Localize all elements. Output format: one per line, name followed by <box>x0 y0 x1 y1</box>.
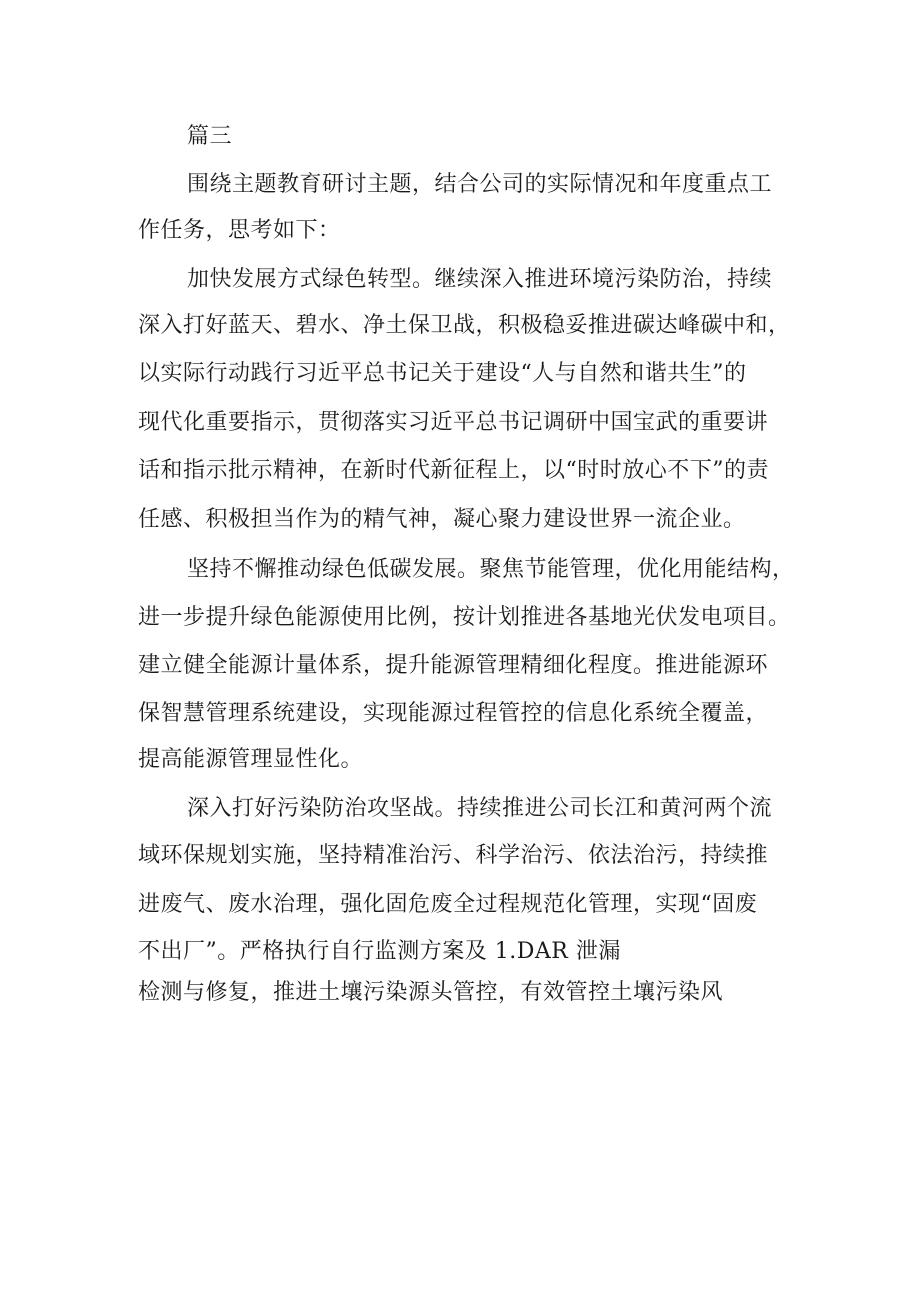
text-line: 话和指示批示精神，在新时代新征程上，以“时时放心不下”的责 <box>138 458 769 483</box>
text-line: 进废气、废水治理，强化固危废全过程规范化管理，实现“固废 <box>138 892 758 917</box>
text-line: 加快发展方式绿色转型。继续深入推进环境污染防治，持续 <box>187 267 773 292</box>
text-line: 任感、积极担当作为的精气神，凝心聚力建设世界一流企业。 <box>138 507 746 532</box>
text-line: 围绕主题教育研讨主题，结合公司的实际情况和年度重点工 <box>187 172 773 197</box>
text-line: 提高能源管理显性化。 <box>138 747 364 772</box>
section-heading: 篇三 <box>187 124 233 149</box>
text-line: 作任务，思考如下： <box>138 218 341 243</box>
text-line: 建立健全能源计量体系，提升能源管理精细化程度。推进能源环 <box>138 653 769 678</box>
text-line: 进一步提升绿色能源使用比例，按计划推进各基地光伏发电项目。 <box>138 605 791 630</box>
text-line: 检测与修复，推进土壤污染源头管控，有效管控土壤污染风 <box>138 980 724 1005</box>
text-line: 现代化重要指示，贯彻落实习近平总书记调研中国宝武的重要讲 <box>138 410 769 435</box>
text-line: 以实际行动践行习近平总书记关于建设“人与自然和谐共生”的 <box>138 361 747 386</box>
text-line: 域环保规划实施，坚持精准治污、科学治污、依法治污，持续推 <box>138 843 769 868</box>
text-line: 保智慧管理系统建设，实现能源过程管控的信息化系统全覆盖， <box>138 701 769 726</box>
text-line: 深入打好污染防治攻坚战。持续推进公司长江和黄河两个流 <box>187 796 773 821</box>
text-line: 不出厂”。严格执行自行监测方案及 1.DAR 泄漏 <box>138 939 621 964</box>
text-line: 深入打好蓝天、碧水、净土保卫战，积极稳妥推进碳达峰碳中和， <box>138 313 791 338</box>
text-line: 坚持不懈推动绿色低碳发展。聚焦节能管理，优化用能结构， <box>187 557 795 582</box>
